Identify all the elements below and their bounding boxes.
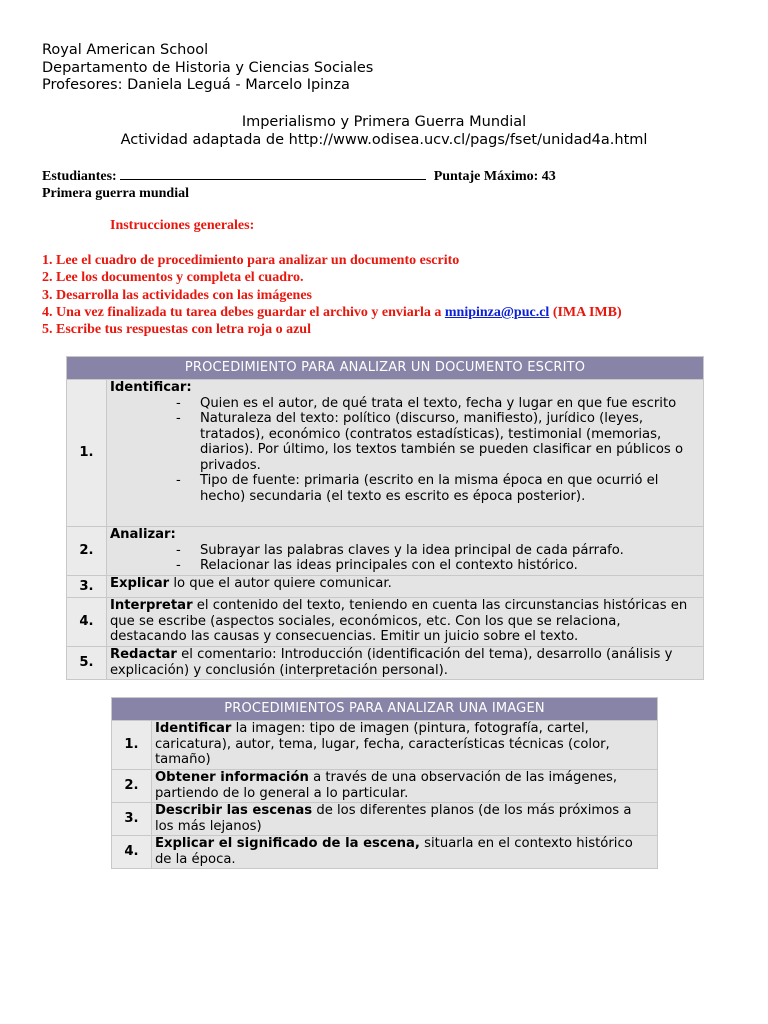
- row-number: 4.: [67, 598, 107, 647]
- document-procedure-table: [66, 356, 704, 680]
- image-procedure-table: [111, 697, 658, 869]
- table-row: [112, 770, 658, 803]
- table-row: [67, 576, 704, 598]
- school-header: [42, 42, 373, 95]
- row-content: Describir las escenas de los diferentes planos (de los más próximos a los más lejanos): [151, 803, 657, 836]
- teachers-line: Profesores: Daniela Leguá - Marcelo Ipinza: [42, 77, 350, 93]
- department-name: Departamento de Historia y Ciencias Sociales: [42, 59, 374, 76]
- table-row: [67, 647, 704, 680]
- row-number: 2.: [67, 527, 107, 576]
- table-row: [67, 380, 704, 527]
- student-line: [42, 167, 556, 202]
- document-subtitle: Actividad adaptada de http://www.odisea.ucv.cl/pags/fset/unidad4a.html: [120, 132, 648, 148]
- list-item: - Subrayar las palabras claves y la idea principal de cada párrafo.: [175, 542, 624, 558]
- instruction-item: 5. Escribe tus respuestas con letra roja o azul: [42, 322, 311, 338]
- topic-label: Primera guerra mundial: [42, 186, 189, 201]
- row-number: 1.: [67, 380, 107, 527]
- students-label: Estudiantes:: [42, 169, 117, 184]
- school-name: Royal American School: [42, 42, 209, 58]
- instruction-4-suffix: (IMA IMB): [549, 304, 622, 320]
- instruction-item: [42, 304, 622, 321]
- row-number: 2.: [112, 770, 152, 803]
- list-item: - Quien es el autor, de qué trata el texto, fecha y lugar en que fue escrito: [175, 395, 677, 411]
- email-link[interactable]: mnipinza@puc.cl: [444, 304, 550, 320]
- row-content: [106, 380, 703, 527]
- table-header: PROCEDIMIENTO PARA ANALIZAR UN DOCUMENTO ESCRITO: [67, 357, 704, 380]
- row-content: [106, 527, 703, 576]
- table-row: [112, 803, 658, 836]
- row-number: 3.: [112, 803, 152, 836]
- table-row: [112, 721, 658, 770]
- instruction-4-text: 4. Una vez finalizada tu tarea debes guardar el archivo y enviarla a: [42, 304, 445, 320]
- instructions-title: Instrucciones generales:: [110, 218, 255, 233]
- table-header: PROCEDIMIENTOS PARA ANALIZAR UNA IMAGEN: [112, 698, 658, 721]
- row-content: Interpretar el contenido del texto, teniendo en cuenta las circunstancias históricas en que se escribe (aspectos sociales, económicos, etc. Con los que se relaciona, destacando las causas y consecuencias. Emitir un juicio sobre el texto.: [106, 598, 703, 647]
- list-item: - Naturaleza del texto: político (discurso, manifiesto), jurídico (leyes, tratados), económico (contratos estadísticas), testimonial (memorias, diarios). Por último, los textos también se pueden clasificar en públicos o privados.: [175, 411, 684, 473]
- list-item: - Relacionar las ideas principales con el contexto histórico.: [175, 558, 578, 573]
- instruction-item: 1. Lee el cuadro de procedimiento para analizar un documento escrito: [42, 253, 460, 268]
- table-row: [67, 527, 704, 576]
- row-content: Explicar lo que el autor quiere comunicar.: [106, 576, 703, 598]
- max-score: Puntaje Máximo: 43: [433, 169, 556, 184]
- instructions-list: [42, 252, 622, 338]
- row-heading: Identificar:: [109, 380, 192, 395]
- row-content: Identificar la imagen: tipo de imagen (pintura, fotografía, cartel, caricatura), autor, tema, lugar, fecha, características técnicas (color, tamaño): [151, 721, 657, 770]
- list-item: - Tipo de fuente: primaria (escrito en la misma época en que ocurrió el hecho) secundaria (el texto es escrito es época posterior).: [175, 473, 659, 504]
- students-blank[interactable]: [120, 167, 426, 180]
- row-content: Obtener información a través de una observación de las imágenes, partiendo de lo general a lo particular.: [151, 770, 657, 803]
- row-content: Explicar el significado de la escena, situarla en el contexto histórico de la época.: [151, 836, 657, 869]
- row-number: 5.: [67, 647, 107, 680]
- table-row: [112, 836, 658, 869]
- row-heading: Analizar:: [109, 527, 176, 542]
- row-number: 4.: [112, 836, 152, 869]
- document-title: Imperialismo y Primera Guerra Mundial: [241, 114, 527, 130]
- row-number: 3.: [67, 576, 107, 598]
- instruction-item: 3. Desarrolla las actividades con las imágenes: [42, 287, 313, 303]
- row-number: 1.: [112, 721, 152, 770]
- row-content: Redactar el comentario: Introducción (identificación del tema), desarrollo (análisis y explicación) y conclusión (interpretación personal).: [106, 647, 703, 680]
- instruction-item: 2. Lee los documentos y completa el cuadro.: [42, 270, 304, 286]
- table-row: [67, 598, 704, 647]
